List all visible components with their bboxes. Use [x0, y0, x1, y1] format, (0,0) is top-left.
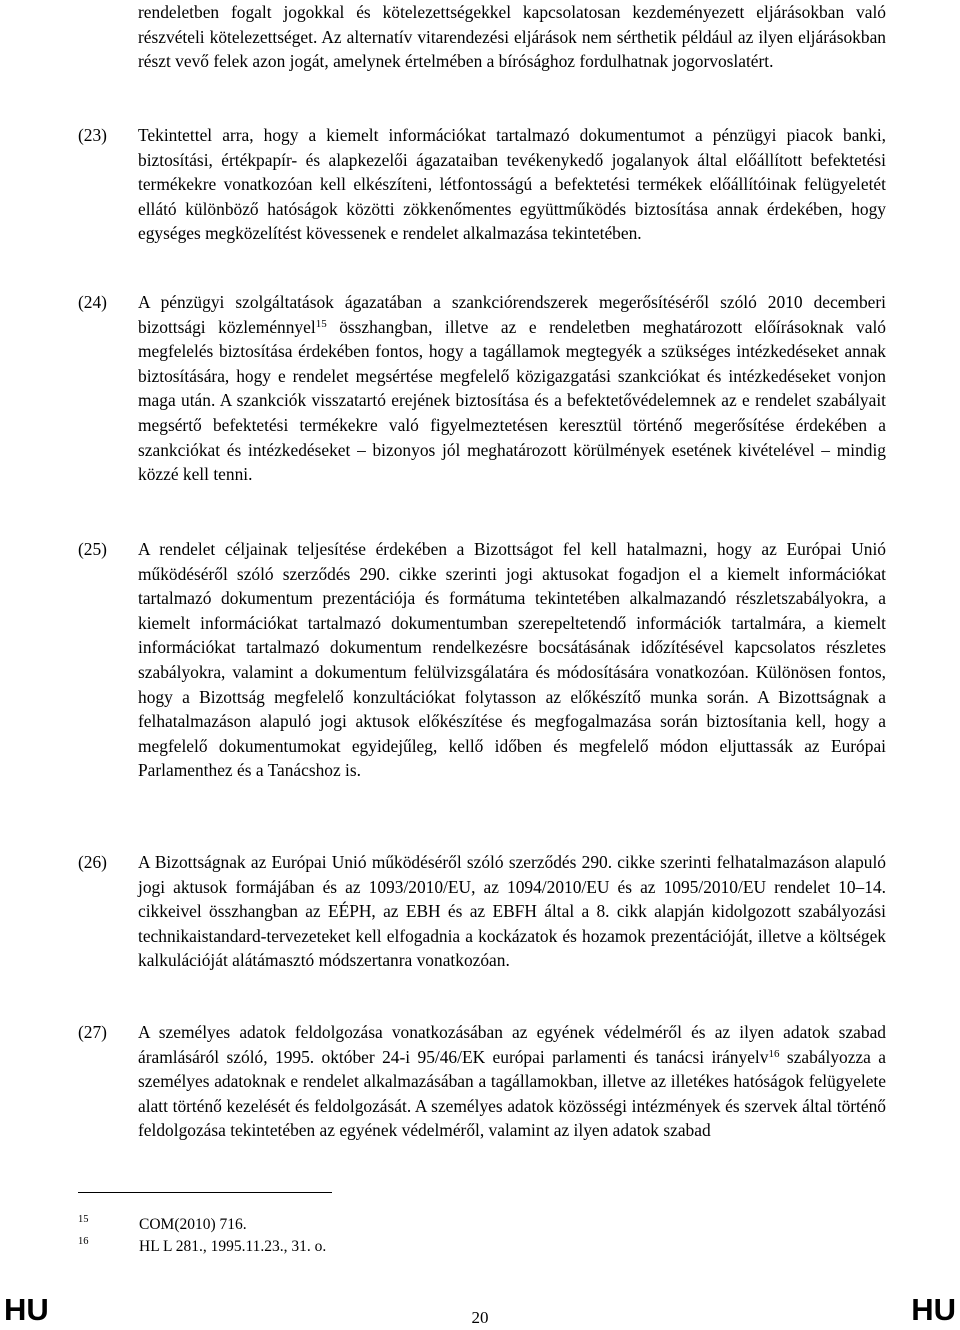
recital-23: [78, 123, 886, 246]
footnote-text: HL L 281., 1995.11.23., 31. o.: [139, 1238, 327, 1255]
recital-text-part: A pénzügyi szolgáltatások ágazatában a szankciórendszerek megerősítéséről szóló 2010 decemberi bizottsági közleménnyel: [138, 292, 886, 337]
recital-26: [78, 850, 886, 973]
footnote-ref-16[interactable]: 16: [768, 1047, 780, 1060]
recital-text: A Bizottságnak az Európai Unió működéséről szóló szerződés 290. cikke szerinti felhatalmazáson alapuló jogi aktusok formájában és az 1093/2010/EU, az 1094/2010/EU és az 1095/2010/EU rendelet 10–14. cikkeivel összhangban az EÉPH, az EBH és az EBFH által a 8. cikk alapján kidolgozott szabályozási technikaistandard-tervezeteket kell elfogadnia a kockázatok és hozamok prezentációját, illetve a költségek kalkulációját alátámasztó módszertanra vonatkozóan.: [138, 852, 886, 971]
language-code-right: HU: [911, 1292, 956, 1327]
recital-text: A rendelet céljainak teljesítése érdekében a Bizottságot fel kell hatalmazni, hogy az Európai Unió működéséről szóló szerződés 290. cikke szerinti jogi aktusokat fogadjon el a kiemelt információkat tartalmazó dokumentum prezentációja és formátuma tekintetében alkalmazandó részletszabályokra, a kiemelt információkat tartalmazó dokumentumban szerepeltetendő információk tartalmára, a kiemelt információkat tartalmazó dokumentum rendelkezésre bocsátásának időzítésével kapcsolatos részletes szabályokra, valamint a dokumentum felülvizsgálatára és módosítására vonatkozóan. Különösen fontos, hogy a Bizottság megfelelő konzultációkat folytasson az előkészítő munka során. A Bizottságnak a felhatalmazáson alapuló jogi aktusok előkészítése és megfogalmazása során biztosítania kell, hogy a megfelelő dokumentumokat egyidejűleg, kellő időben és megfelelő módon eljuttassák az Európai Parlamenthez és a Tanácshoz is.: [138, 539, 886, 781]
recital-24: [78, 290, 886, 487]
recital-text-part: szabályozza a személyes adatoknak e rendelet alkalmazásában a tagállamokban, illetve az illetékes hatóságok felügyelete alatt történő kezelését és feldolgozását. A személyes adatok közösségi intézmények és szervek által történő feldolgozása tekintetében az egyének védelméről, valamint az ilyen adatok szabad: [138, 1046, 886, 1141]
footnote-text: COM(2010) 716.: [139, 1216, 247, 1233]
language-code-left: HU: [4, 1292, 49, 1327]
footnote-number: 16: [78, 1236, 89, 1247]
recital-number: (24): [78, 292, 107, 312]
footnote-16: [78, 1237, 778, 1257]
recital-number: (27): [78, 1022, 107, 1042]
recital-text-part: A személyes adatok feldolgozása vonatkozásában az egyének védelméről és az ilyen adatok szabad áramlásáról szóló, 1995. október 24-i 95/46/EK európai parlamenti és tanácsi irányelv: [138, 1022, 886, 1067]
recital-number: (26): [78, 852, 107, 872]
footnote-number: 15: [78, 1214, 89, 1225]
recital-25: [78, 537, 886, 783]
footnote-ref-15[interactable]: 15: [315, 317, 327, 330]
recital-text-part: összhangban, illetve az e rendeletben meghatározott előírásoknak való megfelelés biztosítása érdekében fontos, hogy a tagállamok megtegyék a szükséges intézkedéseket annak biztosítására, hogy e rendelet megsértése megfelelő közigazgatási szankciókat és intézkedéseket vonjon maga után. A szankciók visszatartó erejének biztosítása és a befektetővédelemnek az e rendelet szabályait megsértő befektetési termékekre való figyelmeztetésen keresztül történő megerősítése érdekében a szankciókat és intézkedéseket – bizonyos jól meghatározott körülmények esetének kivételével – mindig közzé kell tenni.: [138, 316, 886, 485]
footnote-separator: [78, 1192, 332, 1193]
intro-paragraph: rendeletben fogalt jogokkal és kötelezettségekkel kapcsolatosan kezdeményezett eljárásokban való részvételi kötelezettséget. Az alternatív vitarendezési eljárások nem sérthetik például az ilyen eljárásokban részt vevő felek azon jogát, amelynek értelmében a bírósághoz fordulhatnak jogorvoslatért.: [138, 2, 886, 72]
recital-27: [78, 1020, 886, 1143]
footnote-15: [78, 1215, 778, 1235]
page-number: 20: [471, 1308, 489, 1327]
recital-number: (25): [78, 539, 107, 559]
recital-text: [138, 290, 886, 487]
recital-number: (23): [78, 125, 107, 145]
recital-text: [138, 1020, 886, 1143]
recital-text: Tekintettel arra, hogy a kiemelt információkat tartalmazó dokumentumot a pénzügyi piacok banki, biztosítási, értékpapír- és alapkezelői ágazataiban tevékenykedő jogalanyok által előállított befektetési termékekre vonatkozóan kell elkészíteni, létfontosságú a befektetési termékek előállítóinak felügyeletét ellátó különböző hatóságok közötti zökkenőmentes együttműködés biztosítása annak érdekében, hogy egységes megközelítést kövessenek e rendelet alkalmazása tekintetében.: [138, 125, 886, 244]
